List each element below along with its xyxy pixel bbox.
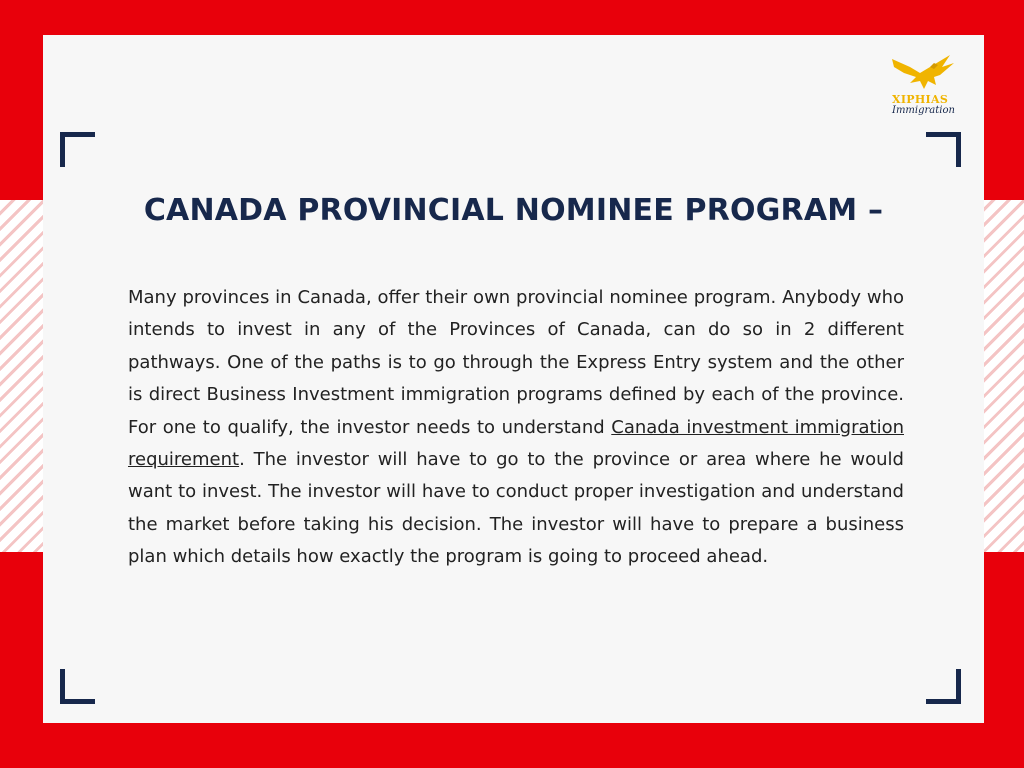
- corner-bracket-top-right: [926, 132, 961, 167]
- logo-subtitle: Immigration: [892, 105, 955, 116]
- logo-name: XIPHIAS: [892, 93, 949, 106]
- eagle-icon: [890, 53, 958, 93]
- content-card: [43, 35, 984, 723]
- brand-logo: [888, 53, 958, 119]
- corner-bracket-bottom-right: [926, 669, 961, 704]
- paragraph-text-before-link: Many provinces in Canada, offer their own provincial nominee program. Anybody who intends to invest in any of the Provinces of Canada, can do so in 2 different pathways. One of the paths is to go through the Express Entry system and the other is direct Business Investment immigration programs defined by each of the province. For one to qualify, the investor needs to understand: [128, 287, 904, 438]
- investment-requirement-link[interactable]: Canada investment immigration requirement: [128, 416, 904, 471]
- corner-bracket-top-left: [60, 132, 95, 167]
- page-title: CANADA PROVINCIAL NOMINEE PROGRAM –: [143, 193, 884, 228]
- corner-bracket-bottom-left: [60, 669, 95, 704]
- body-paragraph: [128, 282, 904, 574]
- paragraph-text-after-link: . The investor will have to go to the province or area where he would want to invest. The investor will have to conduct proper investigation and understand the market before taking his decision. The investor will have to prepare a business plan which details how exactly the program is going to proceed ahead.: [128, 449, 904, 568]
